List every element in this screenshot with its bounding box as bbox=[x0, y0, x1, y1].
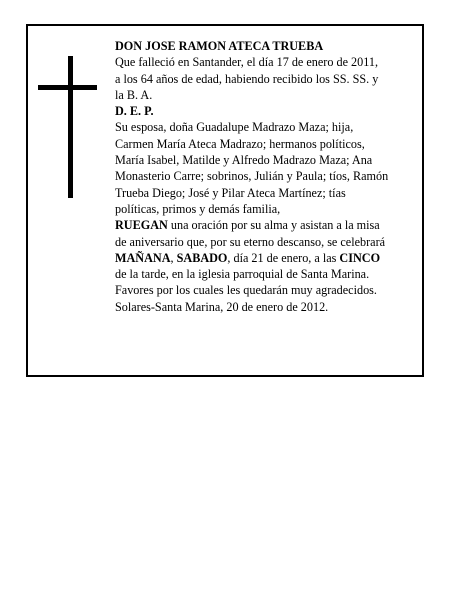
ruegan-label: RUEGAN bbox=[115, 218, 168, 233]
mass-line: de aniversario que, por su eterno descanso, se celebrará bbox=[115, 234, 386, 249]
cross-icon bbox=[68, 56, 73, 198]
thanks-line: Favores por los cuales les quedarán muy agradecidos. bbox=[115, 283, 377, 298]
family-line: Carmen María Ateca Madrazo; hermanos políticos, bbox=[115, 136, 365, 151]
family-line: Trueba Diego; José y Pilar Ateca Martínez; tías bbox=[115, 185, 346, 200]
family-line: María Isabel, Matilde y Alfredo Madrazo Maza; Ana bbox=[115, 153, 373, 168]
death-line: Que falleció en Santander, el día 17 de enero de 2011, bbox=[115, 55, 379, 70]
request-line: RUEGAN una oración por su alma y asistan a la misa bbox=[115, 218, 380, 233]
death-line: a los 64 años de edad, habiendo recibido los SS. SS. y bbox=[115, 71, 379, 86]
family-line: Su esposa, doña Guadalupe Madrazo Maza; hija, bbox=[115, 120, 354, 135]
date-line: MAÑANA, SABADO, día 21 de enero, a las CINCO bbox=[115, 250, 381, 265]
place-date-line: Solares-Santa Marina, 20 de enero de 2012. bbox=[115, 299, 329, 314]
family-line: políticas, primos y demás familia, bbox=[115, 201, 281, 216]
church-line: de la tarde, en la iglesia parroquial de Santa Marina. bbox=[115, 267, 370, 282]
cross-icon-bar bbox=[38, 85, 97, 90]
obituary-notice bbox=[26, 24, 424, 377]
dep-label: D. E. P. bbox=[115, 104, 154, 119]
death-line: la B. A. bbox=[115, 87, 153, 102]
notice-text bbox=[115, 38, 420, 315]
deceased-name: DON JOSE RAMON ATECA TRUEBA bbox=[115, 39, 324, 53]
family-line: Monasterio Carre; sobrinos, Julián y Paula; tíos, Ramón bbox=[115, 169, 389, 184]
